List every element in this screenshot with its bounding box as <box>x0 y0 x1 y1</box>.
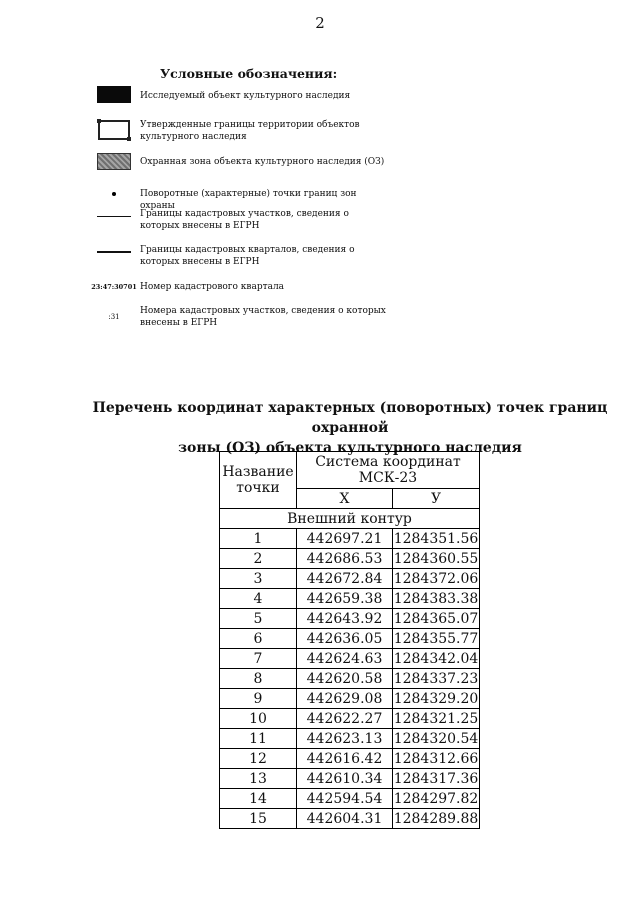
coord-x: 442636.05 <box>297 629 393 649</box>
legend-item-parcels <box>96 207 396 243</box>
page-number: 2 <box>315 14 325 32</box>
point-name: 3 <box>220 569 297 589</box>
point-name: 5 <box>220 609 297 629</box>
point-name: 15 <box>220 809 297 829</box>
section-row-outer-contour: Внешний контур <box>220 509 480 529</box>
table-row <box>220 649 480 669</box>
turning-point-dot-icon <box>96 185 132 203</box>
legend-item-label: Границы кадастровых кварталов, сведения о которых внесены в ЕГРН <box>140 245 355 267</box>
table-row <box>220 569 480 589</box>
point-name: 14 <box>220 789 297 809</box>
table-row <box>220 689 480 709</box>
table-row <box>220 589 480 609</box>
coord-x: 442604.31 <box>297 809 393 829</box>
table-row <box>220 769 480 789</box>
table-row <box>220 729 480 749</box>
legend-item-object <box>96 85 396 121</box>
point-name: 11 <box>220 729 297 749</box>
coord-x: 442643.92 <box>297 609 393 629</box>
legend-item-label: Номера кадастровых участков, сведения о которых внесены в ЕГРН <box>140 306 386 328</box>
table-row <box>220 549 480 569</box>
table-row <box>220 789 480 809</box>
legend-item-label: Исследуемый объект культурного наследия <box>140 91 351 101</box>
point-name: 2 <box>220 549 297 569</box>
coord-y: 1284320.54 <box>393 730 479 747</box>
coord-y: 1284289.88 <box>393 810 479 827</box>
coord-x: 442697.21 <box>297 529 393 549</box>
legend-item-zone <box>96 152 396 188</box>
coord-x: 442624.63 <box>297 649 393 669</box>
coord-x: 442622.27 <box>297 709 393 729</box>
coord-x: 442623.13 <box>297 729 393 749</box>
thin-line-icon <box>96 207 132 225</box>
legend-item-label: Утвержденные границы территории объектов культурного наследия <box>140 120 360 142</box>
coord-x: 442620.58 <box>297 669 393 689</box>
point-name: 6 <box>220 629 297 649</box>
coord-x: 442594.54 <box>297 789 393 809</box>
filled-black-rect-icon <box>96 85 132 103</box>
coord-x: 442616.42 <box>297 749 393 769</box>
point-name: 4 <box>220 589 297 609</box>
coord-x: 442686.53 <box>297 549 393 569</box>
coord-y: 1284321.25 <box>393 710 479 727</box>
table-row <box>220 809 480 829</box>
coord-y: 1284342.04 <box>393 650 479 667</box>
coordinates-heading <box>90 398 610 458</box>
point-name: 9 <box>220 689 297 709</box>
coord-y: 1284351.56 <box>393 530 479 547</box>
table-row <box>220 749 480 769</box>
table-row <box>220 669 480 689</box>
coord-y: 1284312.66 <box>393 750 479 767</box>
coord-y: 1284365.07 <box>393 610 479 627</box>
point-name: 10 <box>220 709 297 729</box>
boundary-frame-icon <box>96 118 132 142</box>
coord-y: 1284383.38 <box>393 590 479 607</box>
coordinates-table <box>219 451 480 829</box>
coord-x: 442610.34 <box>297 769 393 789</box>
legend-item-label: Охранная зона объекта культурного наследия (ОЗ) <box>140 157 385 167</box>
coord-y: 1284329.20 <box>393 690 479 707</box>
col-header-coordinate-system: Система координат МСК-23 <box>297 452 480 489</box>
col-header-point-name: Название точки <box>220 452 297 509</box>
coord-y: 1284355.77 <box>393 630 479 647</box>
coord-y: 1284360.55 <box>393 550 479 567</box>
table-row <box>220 609 480 629</box>
coord-x: 442672.84 <box>297 569 393 589</box>
col-header-y: У <box>393 489 480 509</box>
legend-item-label: Поворотные (характерные) точки границ зон охраны <box>140 189 357 211</box>
legend-item-territory <box>96 118 396 154</box>
hatched-zone-icon <box>96 152 132 170</box>
table-row <box>220 629 480 649</box>
thick-line-icon <box>96 243 132 261</box>
legend-item-label: Границы кадастровых участков, сведения о которых внесены в ЕГРН <box>140 209 349 231</box>
table-row <box>220 709 480 729</box>
legend-title: Условные обозначения: <box>160 66 338 81</box>
point-name: 7 <box>220 649 297 669</box>
coord-y: 1284337.23 <box>393 670 479 687</box>
point-name: 12 <box>220 749 297 769</box>
table-row <box>220 529 480 549</box>
coord-y: 1284372.06 <box>393 570 479 587</box>
point-name: 1 <box>220 529 297 549</box>
legend-item-quarters <box>96 243 396 279</box>
parcel-number-label: :31 <box>108 313 120 321</box>
coord-x: 442629.08 <box>297 689 393 709</box>
quarter-number-label: 23:47:30701 <box>91 283 137 291</box>
coord-y: 1284317.36 <box>393 770 479 787</box>
point-name: 8 <box>220 669 297 689</box>
heading-line-2: зоны (ОЗ) объекта культурного наследия <box>178 440 522 456</box>
heading-line-1: Перечень координат характерных (поворотных) точек границ охранной <box>92 400 608 436</box>
col-header-x: X <box>297 489 393 509</box>
point-name: 13 <box>220 769 297 789</box>
legend-item-parcel-numbers <box>96 304 396 340</box>
coord-y: 1284297.82 <box>393 790 479 807</box>
legend-item-label: Номер кадастрового квартала <box>140 282 285 292</box>
coord-x: 442659.38 <box>297 589 393 609</box>
